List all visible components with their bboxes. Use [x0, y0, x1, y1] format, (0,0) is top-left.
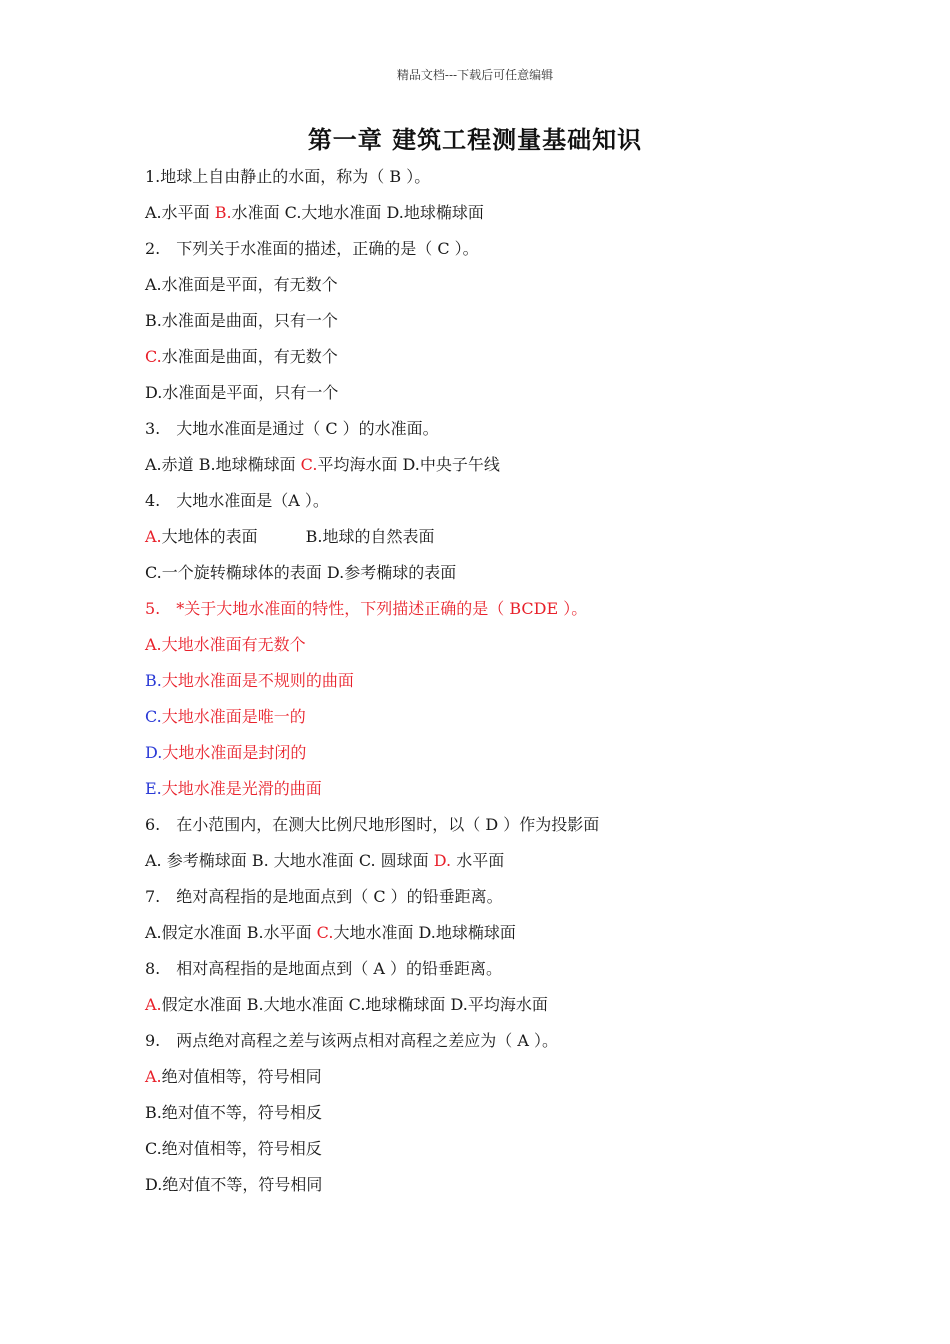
q1-options: A.水平面 B.水准面 C.大地水准面 D.地球椭球面 — [145, 203, 484, 222]
q2-option-b: B.水准面是曲面，只有一个 — [145, 311, 338, 330]
question-1: 1.地球上自由静止的水面，称为（ B ）。 — [145, 167, 431, 186]
q9-option-d: D.绝对值不等，符号相同 — [145, 1175, 323, 1194]
q9-option-a: A.绝对值相等，符号相同 — [145, 1067, 322, 1086]
question-3: 3. 大地水准面是通过（ C ）的水准面。 — [145, 419, 439, 438]
question-8: 8. 相对高程指的是地面点到（ A ）的铅垂距离。 — [145, 959, 502, 978]
q2-option-c: C.水准面是曲面，有无数个 — [145, 347, 338, 366]
page-header: 精品文档---下载后可任意编辑 — [396, 68, 554, 82]
q4-options-cd: C.一个旋转椭球体的表面 D.参考椭球的表面 — [145, 563, 457, 582]
q4-options-ab: A.大地体的表面 B.地球的自然表面 — [145, 527, 435, 546]
question-5: 5. *关于大地水准面的特性，下列描述正确的是（ BCDE ）。 — [145, 599, 588, 618]
question-4: 4. 大地水准面是（A ）。 — [145, 491, 329, 510]
q5-option-c: C.大地水准面是唯一的 — [145, 707, 306, 726]
q3-options: A.赤道 B.地球椭球面 C.平均海水面 D.中央子午线 — [145, 455, 500, 474]
q9-option-b: B.绝对值不等，符号相反 — [145, 1103, 322, 1122]
q5-option-d: D.大地水准面是封闭的 — [145, 743, 307, 762]
question-2: 2. 下列关于水准面的描述，正确的是（ C ）。 — [145, 239, 479, 258]
q2-option-d: D.水准面是平面，只有一个 — [145, 383, 339, 402]
q5-option-a: A.大地水准面有无数个 — [145, 635, 306, 654]
q5-option-e: E.大地水准是光滑的曲面 — [145, 779, 322, 798]
q8-options: A.假定水准面 B.大地水准面 C.地球椭球面 D.平均海水面 — [145, 995, 548, 1014]
chapter-title: 第一章 建筑工程测量基础知识 — [307, 125, 643, 154]
q9-option-c: C.绝对值相等，符号相反 — [145, 1139, 322, 1158]
q2-option-a: A.水准面是平面，有无数个 — [145, 275, 338, 294]
question-7: 7. 绝对高程指的是地面点到（ C ）的铅垂距离。 — [145, 887, 503, 906]
q5-option-b: B.大地水准面是不规则的曲面 — [145, 671, 354, 690]
question-6: 6. 在小范围内，在测大比例尺地形图时，以（ D ）作为投影面 — [145, 815, 600, 834]
q7-options: A.假定水准面 B.水平面 C.大地水准面 D.地球椭球面 — [145, 923, 516, 942]
question-9: 9. 两点绝对高程之差与该两点相对高程之差应为（ A ）。 — [145, 1031, 558, 1050]
q6-options: A. 参考椭球面 B. 大地水准面 C. 圆球面 D. 水平面 — [145, 851, 505, 870]
